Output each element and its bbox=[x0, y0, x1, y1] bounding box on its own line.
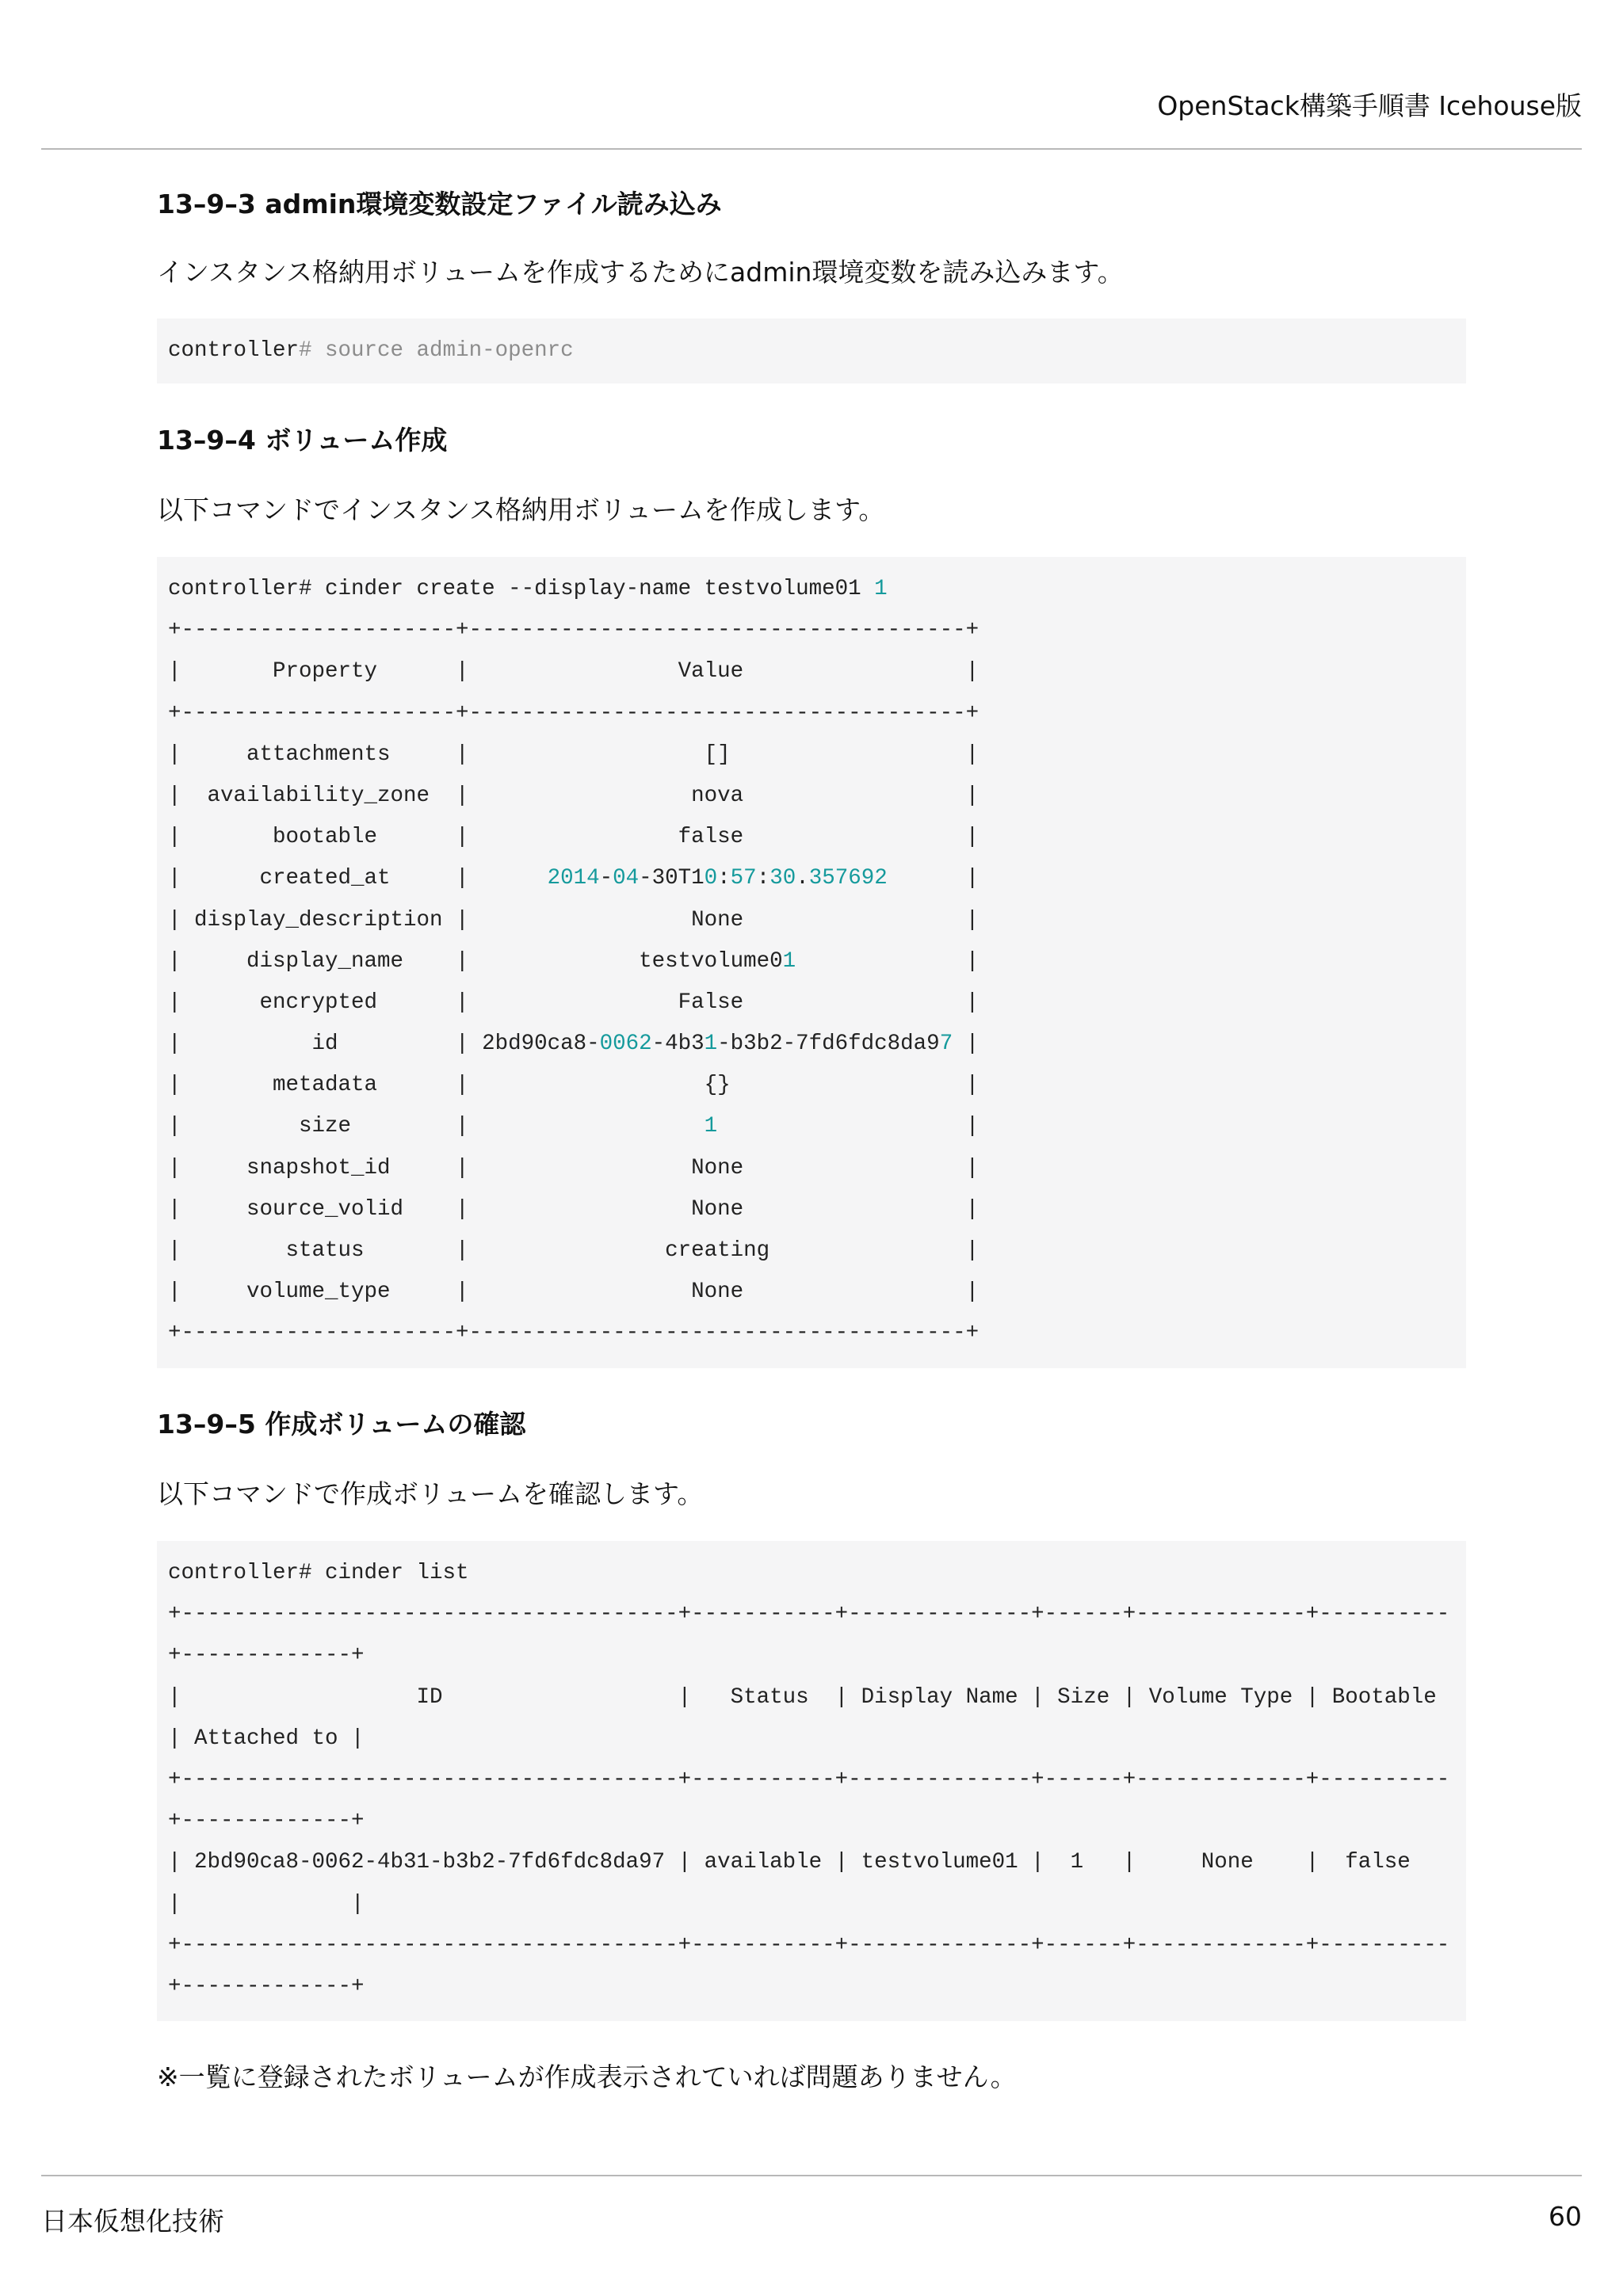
numeric-token: 30 bbox=[769, 866, 796, 891]
code-line-command bbox=[168, 569, 1466, 610]
numeric-token: 2014 bbox=[547, 866, 600, 891]
create-table-line: | display_description | None | bbox=[168, 907, 980, 933]
create-table-line: | availability_zone | nova | bbox=[168, 783, 980, 808]
section-heading-13-9-3: 13–9–3 admin環境変数設定ファイル読み込み bbox=[157, 189, 722, 219]
section-heading-13-9-5: 13–9–5 作成ボリュームの確認 bbox=[157, 1409, 526, 1440]
numeric-token: 1 bbox=[704, 1032, 718, 1057]
create-table-line: | source_volid | None | bbox=[168, 1196, 980, 1222]
command-arg: 1 bbox=[874, 577, 888, 601]
section-body-13-9-4: 以下コマンドでインスタンス格納用ボリュームを作成します。 bbox=[157, 494, 885, 525]
section-note: ※一覧に登録されたボリュームが作成表示されていれば問題ありません。 bbox=[157, 2061, 1017, 2092]
create-table-line: | status | creating | bbox=[168, 1238, 980, 1263]
numeric-token: 357692 bbox=[808, 866, 888, 891]
create-table-line: | attachments | [] | bbox=[168, 742, 980, 767]
footer-divider bbox=[41, 2175, 1582, 2176]
numeric-token: 1 bbox=[782, 948, 796, 974]
list-table-line: controller# cinder list bbox=[168, 1561, 469, 1585]
create-table-line: | snapshot_id | None | bbox=[168, 1155, 980, 1180]
numeric-token: 0 bbox=[704, 866, 718, 891]
list-table-line: | Attached to | bbox=[168, 1726, 365, 1751]
header-divider bbox=[41, 148, 1582, 150]
list-table-line: | 2bd90ca8-0062-4b31-b3b2-7fd6fdc8da97 | available | testvolume01 | 1 | None | false bbox=[168, 1850, 1411, 1875]
create-table-line: | display_name | testvolume01 | bbox=[168, 948, 980, 974]
create-table-line: | Property | Value | bbox=[168, 659, 980, 685]
list-table-line: +-------------+ bbox=[168, 1643, 365, 1669]
numeric-token: 04 bbox=[613, 866, 640, 891]
numeric-token: 7 bbox=[939, 1032, 953, 1057]
footer-company: 日本仮想化技術 bbox=[41, 2206, 224, 2237]
code-block-cinder-create bbox=[157, 557, 1466, 1368]
create-table-line: | id | 2bd90ca8-0062-4b31-b3b2-7fd6fdc8da97 | bbox=[168, 1032, 980, 1057]
code-block-source bbox=[157, 318, 1466, 383]
section-heading-13-9-4: 13–9–4 ボリューム作成 bbox=[157, 425, 448, 456]
numeric-token: 0062 bbox=[599, 1032, 652, 1057]
running-header-title: OpenStack構築手順書 Icehouse版 bbox=[1157, 90, 1582, 121]
code-prompt: controller bbox=[168, 338, 300, 363]
section-body-13-9-5: 以下コマンドで作成ボリュームを確認します。 bbox=[157, 1478, 704, 1509]
create-table-line: +---------------------+--------------------------------------+ bbox=[168, 1321, 980, 1346]
create-table-line: | metadata | {} | bbox=[168, 1073, 980, 1098]
create-table-line: +---------------------+--------------------------------------+ bbox=[168, 618, 980, 643]
create-table-line: | encrypted | False | bbox=[168, 990, 980, 1015]
list-table-line: | ID | Status | Display Name | Size | Volume Type | Bootable bbox=[168, 1684, 1437, 1710]
code-comment: # source admin-openrc bbox=[299, 338, 574, 363]
list-table-line: +-------------+ bbox=[168, 1809, 365, 1834]
command-text: controller# cinder create --display-name testvolume01 bbox=[168, 577, 875, 601]
list-table-line: +--------------------------------------+-----------+--------------+------+-------------+---------- bbox=[168, 1767, 1450, 1792]
list-table-line: | | bbox=[168, 1891, 365, 1917]
section-body-13-9-3: インスタンス格納用ボリュームを作成するためにadmin環境変数を読み込みます。 bbox=[157, 257, 1124, 288]
list-table-line: +--------------------------------------+-----------+--------------+------+-------------+---------- bbox=[168, 1602, 1450, 1627]
code-line-source bbox=[168, 330, 1466, 372]
create-table-line: | size | 1 | bbox=[168, 1114, 980, 1139]
create-table-line: | created_at | 2014-04-30T10:57:30.357692 | bbox=[168, 866, 980, 891]
create-table-line: | bootable | false | bbox=[168, 825, 980, 850]
code-block-cinder-list bbox=[157, 1541, 1466, 2021]
page-number: 60 bbox=[1549, 2201, 1582, 2232]
numeric-token: 1 bbox=[704, 1114, 718, 1139]
create-table-line: | volume_type | None | bbox=[168, 1280, 980, 1305]
list-table-line: +-------------+ bbox=[168, 1974, 365, 1999]
list-table-line: +--------------------------------------+-----------+--------------+------+-------------+---------- bbox=[168, 1932, 1450, 1958]
numeric-token: 57 bbox=[730, 866, 757, 891]
create-table-line: +---------------------+--------------------------------------+ bbox=[168, 700, 980, 726]
